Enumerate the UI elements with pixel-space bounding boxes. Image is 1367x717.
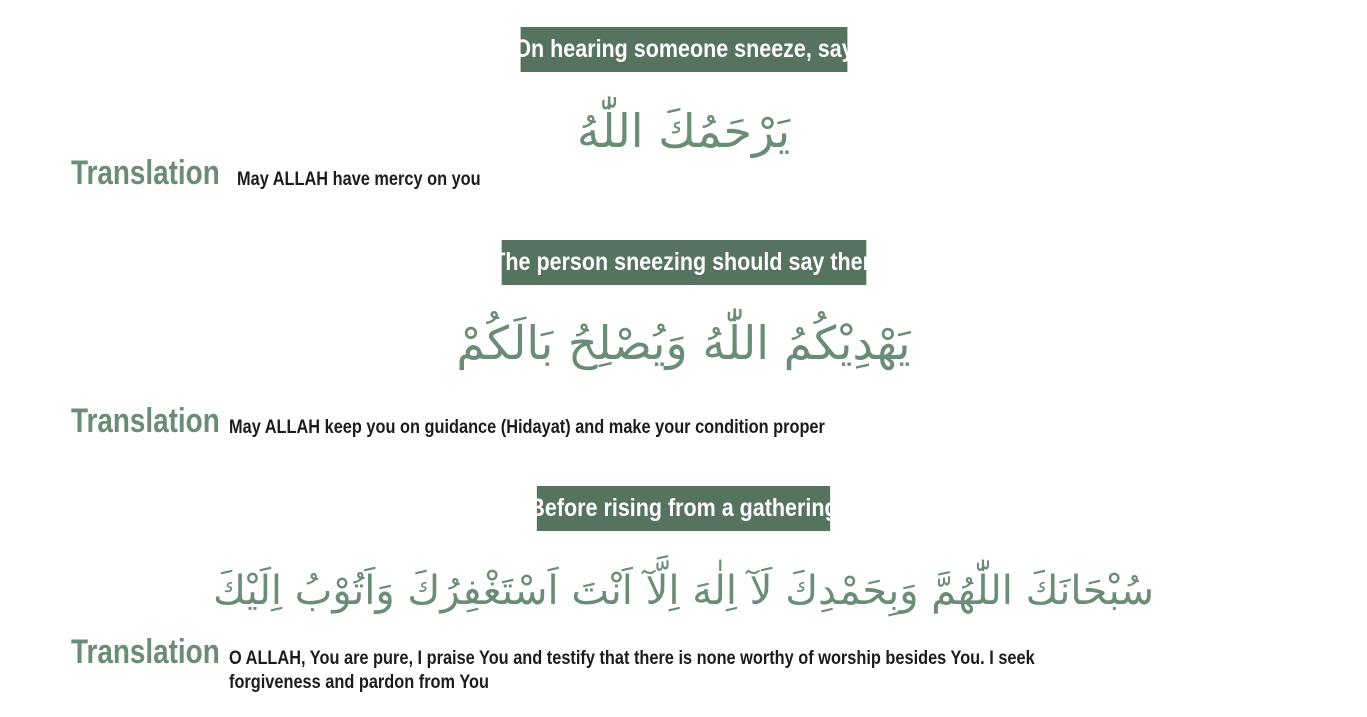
section-2-translation-label: Translation (71, 402, 220, 440)
section-1-heading: On hearing someone sneeze, say (521, 27, 848, 72)
section-2-heading: The person sneezing should say then (502, 240, 867, 285)
section-2-translation-text: May ALLAH keep you on guidance (Hidayat) and make your condition proper (229, 417, 825, 438)
section-1-arabic-dua: يَرْحَمُكَ اللّٰهُ (576, 104, 791, 158)
section-3-arabic-dua: سُبْحَانَكَ اللّٰهُمَّ وَبِحَمْدِكَ لَآ اِلٰهَ اِلَّآ اَنْتَ اَسْتَغْفِرُكَ وَاَتُوْبُ اِلَيْكَ (212, 568, 1155, 614)
section-1-translation-text: May ALLAH have mercy on you (237, 169, 481, 190)
section-1-translation-label: Translation (71, 154, 220, 192)
section-3-heading: Before rising from a gathering (537, 486, 830, 531)
section-3-translation-text: O ALLAH, You are pure, I praise You and testify that there is none worthy of worship besides You. I seek forgiveness and pardon from You (229, 648, 1035, 693)
section-2-arabic-dua: يَهْدِيْكُمُ اللّٰهُ وَيُصْلِحُ بَالَكُمْ (456, 316, 911, 370)
section-3-translation-label: Translation (71, 633, 220, 671)
